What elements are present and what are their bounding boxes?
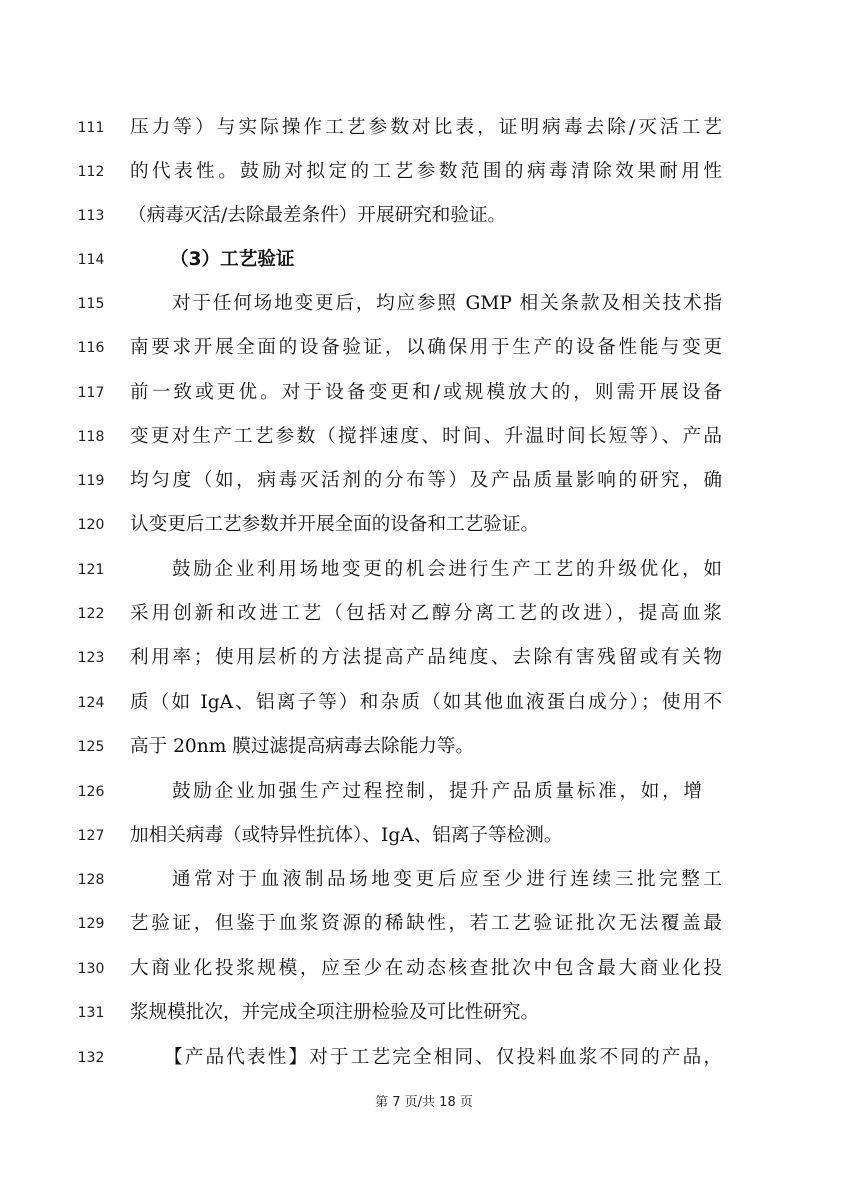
line-number: 115 xyxy=(77,296,105,312)
line-text: 浆规模批次，并完成全项注册检验及可比性研究。 xyxy=(130,1002,540,1023)
line-text: 对于任何场地变更后，均应参照 GMP 相关条款及相关技术指 xyxy=(172,293,722,314)
line-text: 均匀度（如，病毒灭活剂的分布等）及产品质量影响的研究，确 xyxy=(130,470,722,491)
line-text: 利用率；使用层析的方法提高产品纯度、去除有害残留或有关物 xyxy=(130,647,722,668)
text-line xyxy=(0,373,848,413)
line-number: 112 xyxy=(77,164,105,180)
line-number: 124 xyxy=(77,695,105,711)
line-text: 南要求开展全面的设备验证，以确保用于生产的设备性能与变更 xyxy=(130,337,722,358)
text-line xyxy=(0,152,848,192)
text-line xyxy=(0,816,848,856)
line-number: 111 xyxy=(77,120,105,136)
line-number: 127 xyxy=(77,828,105,844)
line-text: 高于 20nm 膜过滤提高病毒去除能力等。 xyxy=(130,736,474,757)
text-line xyxy=(0,683,848,723)
line-text: 压力等）与实际操作工艺参数对比表，证明病毒去除/灭活工艺 xyxy=(130,117,722,138)
line-number: 114 xyxy=(77,252,105,268)
text-line xyxy=(0,772,848,812)
line-number: 126 xyxy=(77,784,105,800)
text-line xyxy=(0,904,848,944)
line-text: 加相关病毒（或特异性抗体）、IgA、铝离子等检测。 xyxy=(130,825,563,846)
line-text: 的代表性。鼓励对拟定的工艺参数范围的病毒清除效果耐用性 xyxy=(130,161,722,182)
line-text: 认变更后工艺参数并开展全面的设备和工艺验证。 xyxy=(130,514,540,535)
line-number: 118 xyxy=(77,429,105,445)
line-text: 前一致或更优。对于设备变更和/或规模放大的，则需开展设备 xyxy=(130,382,722,403)
text-line xyxy=(0,284,848,324)
text-line xyxy=(0,1038,848,1078)
text-line xyxy=(0,727,848,767)
line-text: 变更对生产工艺参数（搅拌速度、时间、升温时间长短等）、产品 xyxy=(130,426,722,447)
line-number: 129 xyxy=(77,916,105,932)
line-text: 采用创新和改进工艺（包括对乙醇分离工艺的改进），提高血浆 xyxy=(130,603,722,624)
line-text: 鼓励企业加强生产过程控制，提升产品质量标准，如，增 xyxy=(172,781,702,802)
text-line xyxy=(0,550,848,590)
line-number: 116 xyxy=(77,340,105,356)
line-number: 125 xyxy=(77,739,105,755)
line-text: 大商业化投浆规模，应至少在动态核查批次中包含最大商业化投 xyxy=(130,958,722,979)
text-line xyxy=(0,108,848,148)
text-line xyxy=(0,860,848,900)
line-number: 113 xyxy=(77,208,105,224)
section-heading-line xyxy=(0,240,848,280)
line-number: 123 xyxy=(77,650,105,666)
text-line xyxy=(0,993,848,1033)
text-line xyxy=(0,461,848,501)
line-number: 121 xyxy=(77,562,105,578)
line-text: 质（如 IgA、铝离子等）和杂质（如其他血液蛋白成分）；使用不 xyxy=(130,692,722,713)
text-line xyxy=(0,417,848,457)
line-number: 132 xyxy=(77,1050,105,1066)
line-text: 【产品代表性】对于工艺完全相同、仅投料血浆不同的产品， xyxy=(164,1047,722,1068)
text-line xyxy=(0,949,848,989)
line-number: 120 xyxy=(77,517,105,533)
text-line xyxy=(0,638,848,678)
line-number: 119 xyxy=(77,473,105,489)
line-number: 122 xyxy=(77,606,105,622)
line-number: 130 xyxy=(77,961,105,977)
line-number: 117 xyxy=(77,385,105,401)
line-text: 鼓励企业利用场地变更的机会进行生产工艺的升级优化，如 xyxy=(172,559,722,580)
text-line xyxy=(0,328,848,368)
text-line xyxy=(0,196,848,236)
line-text: 通常对于血液制品场地变更后应至少进行连续三批完整工 xyxy=(172,869,722,890)
line-text: （病毒灭活/去除最差条件）开展研究和验证。 xyxy=(128,205,507,226)
line-number: 128 xyxy=(77,872,105,888)
text-line xyxy=(0,505,848,545)
text-line xyxy=(0,594,848,634)
line-number: 131 xyxy=(77,1005,105,1021)
page-footer: 第 7 页/共 18 页 xyxy=(375,1095,473,1110)
section-heading: （3）工艺验证 xyxy=(170,249,295,270)
line-text: 艺验证，但鉴于血浆资源的稀缺性，若工艺验证批次无法覆盖最 xyxy=(130,913,722,934)
